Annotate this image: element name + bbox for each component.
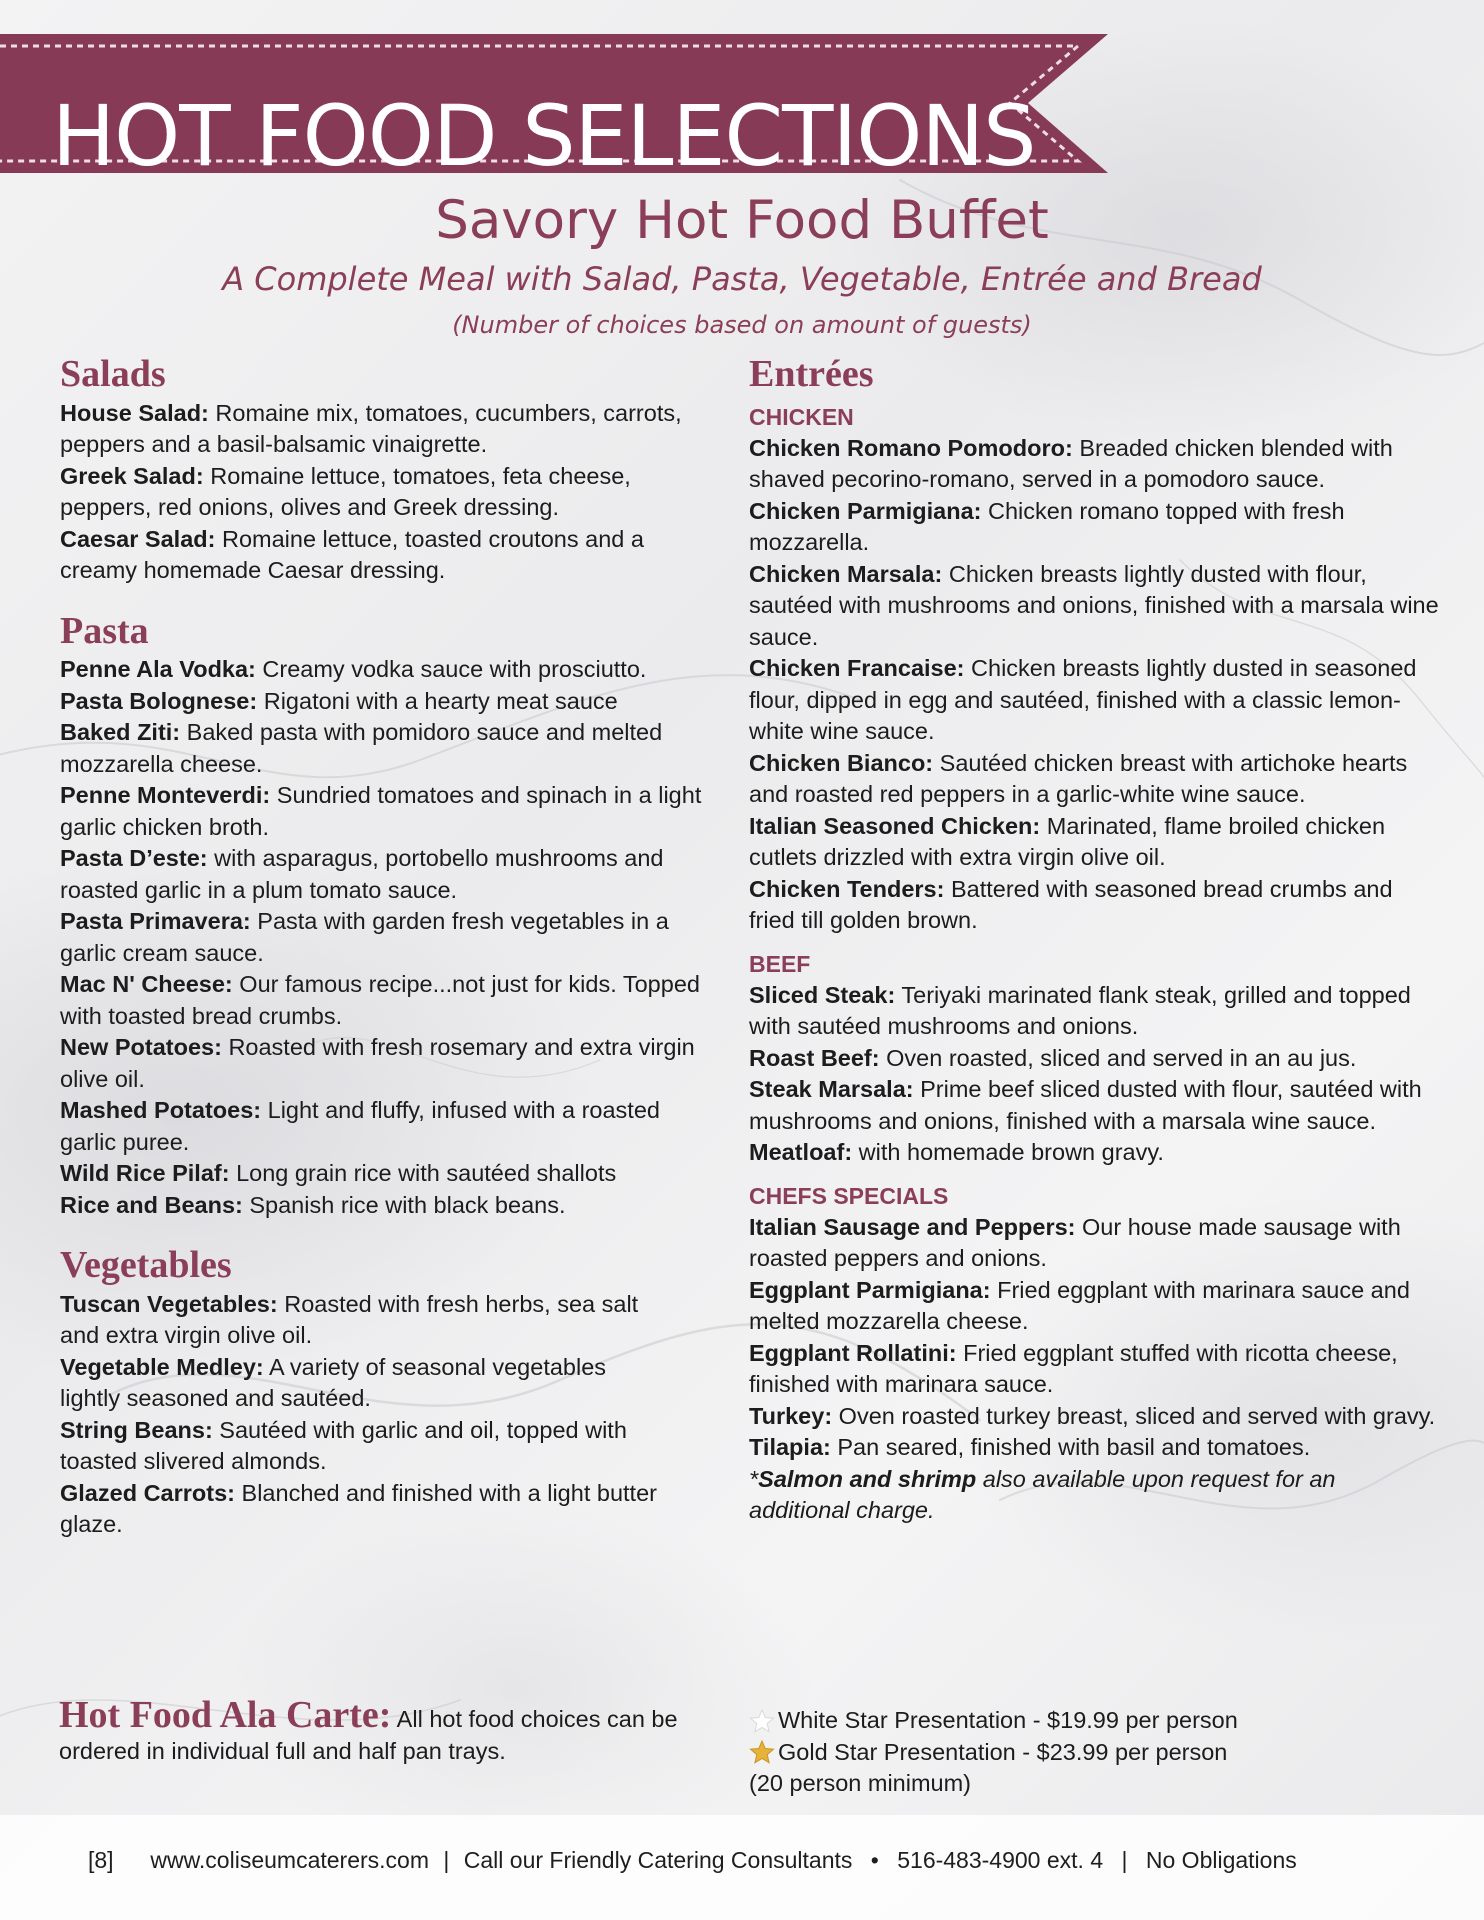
item-name: Caesar Salad: — [60, 525, 216, 552]
category-label: BEEF — [749, 950, 811, 977]
item-name: Pasta Bolognese: — [60, 687, 258, 714]
item-name: Pasta D’este: — [60, 845, 208, 872]
item-name: Mashed Potatoes: — [60, 1097, 262, 1124]
menu-item — [60, 1158, 720, 1190]
menu-item — [749, 1432, 1439, 1464]
menu-item — [60, 524, 720, 587]
menu-item — [749, 1074, 1439, 1137]
footer-separator: | — [443, 1847, 450, 1873]
menu-item — [60, 654, 720, 686]
item-desc: Chicken breasts lightly dusted in seasoned flour, dipped in egg and sautéed, finished with a classic lemon-white wine sauce. — [749, 655, 1417, 745]
item-name: Meatloaf: — [749, 1139, 853, 1166]
salads-list — [60, 398, 720, 587]
menu-item — [60, 686, 720, 718]
menu-item — [749, 1212, 1439, 1275]
item-name: Baked Ziti: — [60, 719, 181, 746]
alacarte-heading: Hot Food Ala Carte: — [59, 1694, 392, 1736]
item-desc: Breaded chicken blended with shaved pecorino-romano, served in a pomodoro sauce. — [749, 434, 1393, 493]
item-name: House Salad: — [60, 399, 209, 426]
menu-item — [60, 1478, 660, 1541]
item-name: Eggplant Rollatini: — [749, 1339, 957, 1366]
item-desc: Blanched and finished with a light butter glaze. — [60, 1479, 657, 1538]
item-name: Chicken Bianco: — [749, 749, 934, 776]
item-desc: Our famous recipe...not just for kids. Topped with toasted bread crumbs. — [60, 971, 700, 1029]
salads-section — [60, 352, 720, 587]
item-name: Greek Salad: — [60, 462, 204, 489]
item-name: Penne Monteverdi: — [60, 782, 271, 809]
item-name: Eggplant Parmigiana: — [749, 1276, 991, 1303]
item-name: Pasta Primavera: — [60, 908, 251, 935]
item-desc: Pan seared, finished with basil and tomatoes. — [830, 1434, 1311, 1461]
item-desc: Marinated, flame broiled chicken cutlets drizzled with extra virgin olive oil. — [749, 812, 1386, 871]
item-desc: Creamy vodka sauce with prosciutto. — [255, 656, 647, 683]
menu-item — [60, 1032, 720, 1095]
menu-item — [749, 748, 1439, 811]
item-desc: Fried eggplant with marinara sauce and melted mozzarella cheese. — [749, 1276, 1410, 1335]
specials-group — [749, 1181, 1439, 1527]
beef-group — [749, 949, 1439, 1169]
item-desc: Sautéed with garlic and oil, topped with toasted slivered almonds. — [60, 1416, 627, 1475]
menu-item — [60, 1415, 660, 1478]
menu-item — [60, 461, 720, 524]
gold-star-icon — [749, 1740, 775, 1764]
item-name: Italian Sausage and Peppers: — [749, 1213, 1076, 1240]
menu-item — [60, 969, 720, 1032]
pasta-section — [60, 609, 720, 1222]
item-name: Tilapia: — [749, 1434, 831, 1461]
minimum-note: (20 person minimum) — [749, 1770, 972, 1796]
item-name: Chicken Marsala: — [749, 560, 943, 587]
item-desc: Chicken breasts lightly dusted with flour, sautéed with mushrooms and onions, finished with a marsala wine sauce. — [749, 560, 1439, 650]
right-column — [749, 352, 1439, 1527]
seafood-note — [749, 1464, 1439, 1527]
buffet-note: (Number of choices based on amount of guests) — [452, 311, 1032, 339]
item-name: Wild Rice Pilaf: — [60, 1160, 230, 1187]
item-desc: Rigatoni with a hearty meat sauce — [257, 687, 618, 714]
item-desc: Romaine mix, tomatoes, cucumbers, carrots, peppers and a basil-balsamic vinaigrette. — [60, 399, 682, 458]
footer-bullet: • — [870, 1847, 879, 1873]
obligations-text: No Obligations — [1145, 1847, 1297, 1873]
chicken-group — [749, 402, 1439, 937]
item-name: Sliced Steak: — [749, 981, 896, 1008]
menu-item — [60, 398, 720, 461]
menu-item — [749, 1043, 1439, 1075]
category-label: CHEFS SPECIALS — [749, 1182, 949, 1209]
item-desc: Light and fluffy, infused with a roasted garlic puree. — [60, 1097, 660, 1155]
menu-item — [749, 433, 1439, 496]
item-desc: with homemade brown gravy. — [852, 1139, 1164, 1166]
buffet-subtitle: A Complete Meal with Salad, Pasta, Vegetable, Entrée and Bread — [222, 260, 1262, 298]
note-prefix: * — [749, 1465, 759, 1492]
item-desc: with asparagus, portobello mushrooms and roasted garlic in a plum tomato sauce. — [60, 845, 664, 903]
white-star-icon — [749, 1709, 775, 1733]
menu-item — [60, 1352, 660, 1415]
footer — [0, 1815, 1484, 1920]
item-name: Rice and Beans: — [60, 1191, 243, 1218]
item-name: Chicken Parmigiana: — [749, 497, 982, 524]
item-desc: Romaine lettuce, tomatoes, feta cheese, peppers, red onions, olives and Greek dressing. — [60, 462, 631, 521]
alacarte-text: All hot food choices can be ordered in individual full and half pan trays. — [59, 1706, 678, 1764]
left-column — [60, 352, 720, 1563]
item-desc: Oven roasted, sliced and served in an au jus. — [879, 1044, 1357, 1071]
menu-item — [749, 1137, 1439, 1169]
menu-item — [749, 559, 1439, 654]
item-name: Glazed Carrots: — [60, 1479, 235, 1506]
website-link[interactable]: www.coliseumcaterers.com — [150, 1847, 429, 1873]
item-desc: Romaine lettuce, toasted croutons and a creamy homemade Caesar dressing. — [60, 525, 644, 584]
item-desc: Long grain rice with sautéed shallots — [229, 1160, 617, 1187]
menu-item — [60, 1190, 720, 1222]
item-name: Italian Seasoned Chicken: — [749, 812, 1041, 839]
menu-item — [60, 1289, 660, 1352]
item-desc: Chicken romano topped with fresh mozzarella. — [749, 497, 1345, 556]
item-desc: A variety of seasonal vegetables lightly seasoned and sautéed. — [60, 1353, 607, 1412]
item-name: Vegetable Medley: — [60, 1353, 264, 1380]
note-rest: also available upon request for an additional charge. — [749, 1465, 1336, 1524]
menu-item — [60, 717, 720, 780]
gold-star-option — [749, 1737, 1309, 1769]
item-name: Roast Beef: — [749, 1044, 880, 1071]
item-desc: Fried eggplant stuffed with ricotta cheese, finished with marinara sauce. — [749, 1339, 1398, 1398]
menu-item — [749, 980, 1439, 1043]
white-star-label: White Star Presentation - $19.99 per person — [778, 1707, 1238, 1733]
section-heading: Salads — [60, 353, 166, 395]
page-number: [8] — [88, 1847, 114, 1873]
item-desc: Teriyaki marinated flank steak, grilled and topped with sautéed mushrooms and onions. — [749, 981, 1411, 1040]
menu-item — [60, 780, 720, 843]
footer-separator: | — [1121, 1847, 1128, 1873]
item-desc: Oven roasted turkey breast, sliced and served with gravy. — [832, 1402, 1436, 1429]
item-desc: Spanish rice with black beans. — [242, 1191, 566, 1218]
item-name: Mac N' Cheese: — [60, 971, 233, 998]
menu-item — [749, 1401, 1439, 1433]
menu-item — [749, 1275, 1439, 1338]
item-name: Penne Ala Vodka: — [60, 656, 256, 683]
item-desc: Baked pasta with pomidoro sauce and melted mozzarella cheese. — [60, 719, 663, 777]
category-label: CHICKEN — [749, 403, 854, 430]
item-desc: Our house made sausage with roasted peppers and onions. — [749, 1213, 1401, 1272]
phone-number[interactable]: 516-483-4900 ext. 4 — [897, 1847, 1104, 1873]
white-star-option — [749, 1705, 1309, 1737]
alacarte-block — [59, 1694, 699, 1767]
vegetables-list — [60, 1289, 660, 1541]
item-name: Chicken Romano Pomodoro: — [749, 434, 1073, 461]
menu-item — [749, 874, 1439, 937]
item-name: Steak Marsala: — [749, 1076, 914, 1103]
item-desc: Roasted with fresh rosemary and extra virgin olive oil. — [60, 1034, 695, 1092]
menu-item — [749, 1338, 1439, 1401]
buffet-title: Savory Hot Food Buffet — [435, 190, 1049, 251]
item-name: Turkey: — [749, 1402, 833, 1429]
banner-title: HOT FOOD SELECTIONS — [52, 87, 1036, 185]
section-heading: Vegetables — [60, 1244, 232, 1287]
item-desc: Pasta with garden fresh vegetables in a garlic cream sauce. — [60, 908, 669, 966]
section-heading: Entrées — [749, 353, 874, 395]
vegetables-section — [60, 1243, 720, 1541]
menu-item — [60, 843, 720, 906]
item-desc: Prime beef sliced dusted with flour, sautéed with mushrooms and onions, finished with a marsala wine sauce. — [749, 1076, 1422, 1134]
item-name: Tuscan Vegetables: — [60, 1290, 278, 1317]
title-banner — [0, 34, 1110, 185]
menu-item — [60, 1095, 720, 1158]
item-desc: Sautéed chicken breast with artichoke hearts and roasted red peppers in a garlic-white wine sauce. — [749, 749, 1408, 808]
pasta-list — [60, 654, 720, 1221]
item-desc: Roasted with fresh herbs, sea salt and extra virgin olive oil. — [60, 1290, 639, 1349]
section-heading: Pasta — [60, 609, 149, 652]
menu-item — [60, 906, 720, 969]
item-desc: Battered with seasoned bread crumbs and fried till golden brown. — [749, 875, 1393, 934]
item-desc: Sundried tomatoes and spinach in a light garlic chicken broth. — [60, 782, 702, 840]
presentation-options — [749, 1705, 1309, 1800]
item-name: Chicken Francaise: — [749, 655, 965, 682]
menu-item — [749, 653, 1439, 748]
note-bold: Salmon and shrimp — [758, 1465, 977, 1492]
gold-star-label: Gold Star Presentation - $23.99 per person — [778, 1738, 1228, 1765]
consultants-text: Call our Friendly Catering Consultants — [463, 1847, 853, 1873]
menu-item — [749, 496, 1439, 559]
footer-line — [88, 1847, 1297, 1874]
item-name: Chicken Tenders: — [749, 875, 945, 902]
item-name: New Potatoes: — [60, 1034, 222, 1061]
menu-item — [749, 811, 1439, 874]
item-name: String Beans: — [60, 1416, 213, 1443]
